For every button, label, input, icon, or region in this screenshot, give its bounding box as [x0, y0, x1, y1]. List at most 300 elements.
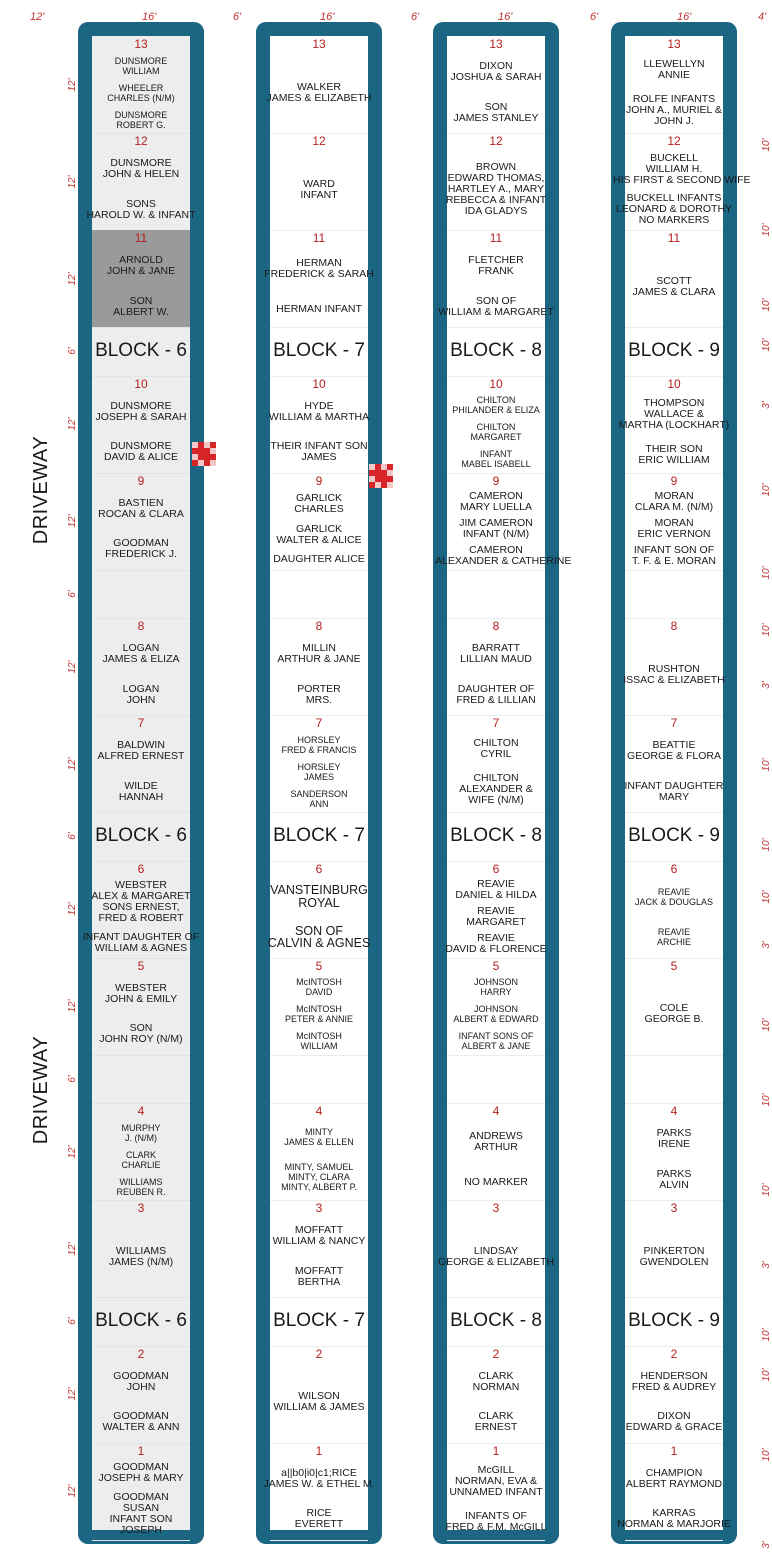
- interment-entry: [258, 1266, 380, 1288]
- grave-marker-icon[interactable]: [369, 464, 393, 488]
- name-line: ALBERT & EDWARD: [453, 1014, 539, 1024]
- interment-entry: [258, 1031, 380, 1051]
- lot-8[interactable]: [625, 618, 723, 716]
- lot-5[interactable]: [625, 958, 723, 1056]
- lot-number: 1: [315, 1443, 323, 1458]
- name-line: JOHN & HELEN: [102, 168, 180, 181]
- name-line: THEIR INFANT SON: [270, 440, 368, 453]
- name-line: PHILANDER & ELIZA: [452, 405, 540, 415]
- lot-7[interactable]: [447, 715, 545, 813]
- interment-entry: [258, 493, 380, 515]
- name-line: EDWARD THOMAS,: [447, 172, 545, 184]
- lot-8[interactable]: [92, 618, 190, 716]
- name-line: WILLIAM & MARGARET: [438, 305, 554, 318]
- block-label-row: [92, 1297, 190, 1347]
- name-line: MINTY, SAMUEL: [284, 1162, 354, 1173]
- name-line: EVERETT: [294, 1518, 344, 1531]
- name-line: DUNSMORE: [110, 399, 172, 412]
- name-line: DAVID & ALICE: [104, 451, 178, 464]
- lot-number: 6: [137, 861, 145, 876]
- name-line: UNNAMED INFANT: [449, 1486, 543, 1498]
- lot-number: 8: [670, 619, 678, 633]
- interment-entry: [435, 422, 557, 442]
- name-line: JOHNSON: [473, 977, 518, 987]
- name-line: JAMES & CLARA: [632, 285, 716, 298]
- lot-4[interactable]: [625, 1103, 723, 1201]
- lot-11[interactable]: [92, 230, 190, 328]
- lot-13[interactable]: [625, 36, 723, 134]
- name-line: HAROLD W. & INFANT: [86, 208, 196, 221]
- lot-number: 2: [137, 1346, 145, 1361]
- name-line: WILLIAM: [122, 65, 160, 76]
- block-label-row: [447, 1297, 545, 1347]
- lot-1[interactable]: [447, 1443, 545, 1541]
- name-line: REAVIE: [477, 905, 515, 917]
- block-label: BLOCK - 9: [628, 825, 720, 846]
- lot-number: 7: [137, 716, 145, 730]
- name-line: ERNEST: [474, 1421, 518, 1434]
- name-line: VANSTEINBURG: [270, 883, 368, 898]
- name-line: WALTER & ANN: [102, 1421, 180, 1434]
- interment-entry: [258, 684, 380, 706]
- name-line: COLE: [659, 1002, 689, 1014]
- name-line: WILLIAM H.: [645, 162, 703, 175]
- lot-6[interactable]: [267, 861, 371, 959]
- name-line: NO MARKER: [464, 1176, 528, 1188]
- name-line: FRED & ROBERT: [98, 912, 184, 925]
- lot-6[interactable]: [82, 861, 200, 959]
- name-line: BROWN: [475, 161, 517, 173]
- lot-13[interactable]: [92, 36, 190, 134]
- top-dimension: 6': [233, 11, 242, 23]
- interment-entry: [80, 401, 202, 423]
- lot-3[interactable]: [270, 1200, 368, 1298]
- interment-entry: [613, 740, 735, 762]
- interment-entry: [258, 524, 380, 546]
- lot-number: 10: [134, 376, 148, 391]
- block-label-row: [447, 327, 545, 377]
- name-line: CLARK: [478, 1410, 514, 1423]
- name-line: LLEWELLYN: [643, 57, 705, 70]
- name-line: WILLIAMS: [115, 1244, 167, 1257]
- interment-entry: [258, 179, 380, 201]
- interment-entry: [435, 977, 557, 997]
- name-line: RICE: [306, 1507, 332, 1520]
- lot-8[interactable]: [447, 618, 545, 716]
- name-line: JAMES STANLEY: [453, 111, 539, 124]
- lot-number: 4: [670, 1104, 678, 1118]
- top-dimension: 6': [590, 11, 599, 23]
- name-line: LOGAN: [122, 682, 160, 695]
- interment-entry: [80, 983, 202, 1005]
- name-line: MORAN: [654, 490, 694, 502]
- lot-number: 5: [492, 958, 500, 973]
- driveway-label: DRIVEWAY: [30, 435, 52, 545]
- name-line: BUCKELL: [650, 151, 698, 164]
- lot-number: 13: [134, 37, 148, 51]
- lot-1[interactable]: [92, 1443, 190, 1541]
- name-line: WILLIAM: [300, 1041, 338, 1051]
- lot-number: 12: [489, 134, 503, 148]
- block-8-column: [433, 22, 572, 1544]
- lot-10[interactable]: [618, 376, 730, 474]
- name-line: McINTOSH: [296, 977, 342, 987]
- name-line: ROCAN & CLARA: [98, 507, 184, 520]
- lot-number: 9: [492, 473, 500, 488]
- row-dimension: 12': [67, 417, 78, 431]
- side-dimension: 10': [761, 758, 772, 772]
- lot-5[interactable]: [92, 958, 190, 1056]
- lot-7[interactable]: [270, 715, 368, 813]
- block-8-plots: [435, 36, 572, 1533]
- name-line: CALVIN & AGNES: [267, 936, 371, 951]
- interment-entry: [435, 255, 557, 277]
- interment-entry: [613, 1411, 735, 1433]
- path-row: [447, 570, 545, 620]
- side-dimension: 10': [761, 1183, 772, 1197]
- interment-entry: [613, 1003, 735, 1025]
- lot-11[interactable]: [264, 230, 374, 328]
- interment-entry: [613, 518, 735, 540]
- lot-number: 1: [137, 1443, 145, 1458]
- name-line: GARLICK: [295, 491, 343, 504]
- side-dimension: 10': [761, 223, 772, 237]
- name-line: INFANT: [479, 449, 512, 459]
- interment-entry: [435, 684, 557, 706]
- name-line: NORMAN: [472, 1380, 520, 1393]
- lot-2[interactable]: [625, 1346, 723, 1444]
- lot-1[interactable]: [263, 1443, 375, 1541]
- top-dimension: 16': [498, 11, 513, 23]
- name-line: CAMERON: [469, 490, 523, 502]
- block-label-row: [92, 812, 190, 862]
- interment-entry: [258, 1468, 380, 1490]
- name-line: JAMES & ELIZA: [102, 653, 180, 666]
- interment-entry: [613, 491, 735, 513]
- block-label: BLOCK - 7: [273, 340, 365, 361]
- interment-entry: [613, 1371, 735, 1393]
- row-dimension: 12': [67, 271, 78, 286]
- interment-entry: [435, 162, 557, 217]
- name-line: SON: [129, 294, 153, 307]
- name-line: SONS: [126, 197, 156, 210]
- name-line: JIM CAMERON: [459, 517, 533, 529]
- lot-3[interactable]: [92, 1200, 190, 1298]
- name-line: BERTHA: [297, 1275, 341, 1288]
- top-dimension: 16': [320, 11, 335, 23]
- lot-2[interactable]: [92, 1346, 190, 1444]
- name-line: CAMERON: [469, 544, 523, 556]
- interment-entry: [435, 491, 557, 513]
- name-line: JOSEPH & MARY: [98, 1472, 184, 1485]
- interment-entry: [258, 643, 380, 665]
- lot-7[interactable]: [92, 715, 190, 813]
- lot-9[interactable]: [435, 473, 572, 571]
- lot-number: 13: [312, 37, 326, 51]
- block-label: BLOCK - 7: [273, 825, 365, 846]
- name-line: DIXON: [479, 60, 513, 73]
- name-line: JAMES: [301, 451, 337, 464]
- lot-11[interactable]: [625, 230, 723, 328]
- row-dimension: 6': [67, 1075, 78, 1083]
- lot-4[interactable]: [92, 1103, 190, 1201]
- block-label: BLOCK - 6: [95, 1310, 187, 1331]
- name-line: ERIC VERNON: [637, 528, 711, 540]
- lot-number: 5: [670, 958, 678, 973]
- name-line: JOSHUA & SARAH: [450, 71, 542, 84]
- block-label: BLOCK - 8: [450, 340, 542, 361]
- lot-number: 7: [670, 716, 678, 730]
- name-line: IDA GLADYS: [464, 205, 528, 217]
- interment-entry: [258, 258, 380, 280]
- row-dimension: 12': [67, 1387, 78, 1401]
- name-line: GEORGE & ELIZABETH: [437, 1255, 555, 1268]
- interment-entry: [80, 158, 202, 180]
- name-line: JOHN ROY (N/M): [99, 1033, 183, 1046]
- interment-entry: [613, 1169, 735, 1191]
- lot-13[interactable]: [447, 36, 545, 134]
- side-dimension: 3': [761, 681, 772, 689]
- name-line: NO MARKERS: [638, 214, 710, 227]
- interment-entry: [80, 932, 202, 954]
- name-line: GEORGE B.: [644, 1013, 704, 1025]
- lot-10[interactable]: [447, 376, 545, 474]
- interment-entry: [435, 933, 557, 955]
- lot-6[interactable]: [447, 861, 545, 959]
- block-7-plots: [263, 36, 375, 1531]
- name-line: ANDREWS: [469, 1130, 523, 1142]
- top-dimension: 4': [758, 11, 767, 23]
- name-line: GOODMAN: [113, 1461, 169, 1474]
- interment-entry: [258, 735, 380, 755]
- block-label-row: [447, 812, 545, 862]
- name-line: PINKERTON: [643, 1244, 705, 1257]
- name-line: MORAN: [654, 517, 694, 529]
- name-line: MINTY: [305, 1126, 333, 1137]
- interment-entry: [80, 296, 202, 318]
- row-dimension: 12': [67, 77, 78, 92]
- interment-entry: [80, 83, 202, 103]
- lot-number: 6: [670, 861, 678, 876]
- name-line: CHILTON: [473, 736, 519, 749]
- block-9-column: [611, 22, 751, 1544]
- name-line: INFANT DAUGHTER: [624, 779, 724, 792]
- lot-12[interactable]: [86, 133, 196, 231]
- side-dimension: 10': [761, 1018, 772, 1032]
- name-line: MILLIN: [302, 642, 336, 655]
- name-line: ALBERT W.: [113, 305, 169, 318]
- row-dimension: 6': [67, 832, 78, 840]
- block-label: BLOCK - 8: [450, 825, 542, 846]
- interment-entry: [613, 1508, 735, 1530]
- lot-3[interactable]: [437, 1200, 555, 1298]
- lot-number: 3: [137, 1201, 145, 1215]
- interment-entry: [435, 1031, 557, 1051]
- lot-10[interactable]: [270, 376, 368, 474]
- lot-2[interactable]: [270, 1346, 368, 1444]
- interment-entry: [258, 925, 380, 950]
- lot-13[interactable]: [266, 36, 372, 134]
- lot-number: 6: [492, 861, 500, 876]
- name-line: WILSON: [298, 1390, 340, 1402]
- interment-entry: [258, 762, 380, 782]
- name-line: SUSAN: [122, 1501, 160, 1514]
- lot-number: 5: [315, 958, 323, 973]
- name-line: JOHNSON: [473, 1004, 518, 1014]
- interment-entry: [258, 401, 380, 423]
- name-line: THOMPSON: [643, 397, 705, 409]
- lot-number: 8: [137, 619, 145, 633]
- name-line: GOODMAN: [113, 1490, 169, 1503]
- interment-entry: [80, 255, 202, 277]
- lot-9[interactable]: [625, 473, 723, 571]
- name-line: WILLIAM & AGNES: [94, 941, 188, 954]
- name-line: MABEL ISABELL: [461, 459, 531, 469]
- name-line: ROYAL: [298, 895, 340, 910]
- lot-12[interactable]: [613, 133, 751, 231]
- name-line: WALKER: [297, 80, 341, 93]
- lot-9[interactable]: [270, 473, 368, 571]
- interment-entry: [435, 544, 572, 567]
- name-line: JOHN & JANE: [106, 265, 176, 278]
- name-line: MRS.: [305, 693, 333, 706]
- row-dimension: 12': [67, 1241, 78, 1256]
- name-line: REAVIE: [477, 878, 515, 890]
- name-line: WHEELER: [118, 82, 164, 93]
- interment-entry: [435, 738, 557, 760]
- lot-7[interactable]: [625, 715, 723, 813]
- side-dimension: 3': [761, 1261, 772, 1269]
- name-line: CYRIL: [480, 747, 512, 760]
- lot-number: 12: [312, 134, 326, 148]
- side-dimension: 10': [761, 1093, 772, 1107]
- interment-entry: [613, 276, 735, 298]
- name-line: DUNSMORE: [114, 55, 168, 66]
- interment-entry: [80, 1246, 202, 1268]
- lot-2[interactable]: [447, 1346, 545, 1444]
- name-line: INFANT SONS OF: [458, 1031, 534, 1041]
- name-line: JOHN: [126, 693, 156, 706]
- lot-number: 4: [315, 1104, 323, 1118]
- interment-entry: [613, 927, 735, 947]
- name-line: ALFRED ERNEST: [97, 750, 185, 763]
- name-line: INFANT DAUGHTER OF: [82, 930, 200, 943]
- grave-marker-icon[interactable]: [192, 442, 216, 466]
- name-line: KARRAS: [652, 1507, 696, 1520]
- lot-1[interactable]: [617, 1443, 731, 1541]
- name-line: MARTHA (LOCKHART): [618, 419, 730, 431]
- name-line: REUBEN R.: [116, 1186, 166, 1197]
- interment-entry: [80, 110, 202, 130]
- name-line: MARGARET: [466, 916, 526, 928]
- lot-8[interactable]: [270, 618, 368, 716]
- side-dimension: 10': [761, 838, 772, 852]
- interment-entry: [80, 880, 202, 924]
- name-line: HIS FIRST & SECOND WIFE: [613, 173, 751, 186]
- interment-entry: [80, 684, 202, 706]
- name-line: WILLIAM & JAMES: [273, 1401, 365, 1413]
- name-line: HARTLEY A., MARY: [447, 183, 545, 195]
- block-label: BLOCK - 9: [628, 1310, 720, 1331]
- lot-5[interactable]: [447, 958, 545, 1056]
- path-row: [270, 1055, 368, 1105]
- name-line: JOSEPH & SARAH: [95, 410, 187, 423]
- name-line: JOHN & EMILY: [104, 992, 178, 1005]
- row-dimension: 6': [67, 1317, 78, 1325]
- name-line: J. (N/M): [125, 1132, 157, 1143]
- row-dimension: 12': [67, 999, 78, 1013]
- interment-entry: [80, 1177, 202, 1197]
- lot-3[interactable]: [625, 1200, 723, 1298]
- name-line: PETER & ANNIE: [284, 1014, 354, 1024]
- interment-entry: [435, 102, 557, 124]
- top-dimension: 12': [30, 11, 45, 23]
- interment-entry: [613, 193, 735, 226]
- lot-9[interactable]: [92, 473, 190, 571]
- name-line: CHARLIE: [121, 1159, 161, 1170]
- name-line: NORMAN & MARJORIE: [617, 1518, 731, 1531]
- name-line: WIFE (N/M): [468, 793, 524, 806]
- name-line: ARCHIE: [656, 937, 691, 948]
- row-dimension: 12': [67, 514, 78, 528]
- interment-entry: [80, 538, 202, 560]
- name-line: PARKS: [656, 1167, 692, 1180]
- name-line: CHILTON: [476, 422, 516, 432]
- name-line: a||b0|i0|c1;RICE: [281, 1466, 357, 1479]
- side-dimension: 10': [761, 566, 772, 580]
- row-dimension: 6': [67, 347, 78, 355]
- lot-12[interactable]: [447, 133, 545, 231]
- name-line: HARRY: [480, 987, 512, 997]
- lot-number: 10: [667, 376, 681, 391]
- interment-entry: [258, 304, 380, 315]
- name-line: CLARK: [478, 1369, 514, 1382]
- lot-number: 7: [315, 716, 323, 730]
- name-line: FRED & LILLIAN: [456, 693, 536, 706]
- name-line: DANIEL & HILDA: [455, 889, 537, 901]
- row-dimension: 12': [67, 756, 78, 771]
- interment-entry: [80, 1492, 202, 1536]
- name-line: BARRATT: [471, 642, 521, 655]
- interment-entry: [80, 781, 202, 803]
- lot-6[interactable]: [625, 861, 723, 959]
- name-line: REAVIE: [657, 927, 691, 938]
- lot-number: 9: [315, 473, 323, 488]
- lot-11[interactable]: [438, 230, 554, 328]
- lot-4[interactable]: [447, 1103, 545, 1201]
- lot-10[interactable]: [92, 376, 190, 474]
- lot-4[interactable]: [270, 1103, 368, 1201]
- block-label: BLOCK - 6: [95, 825, 187, 846]
- interment-entry: [435, 1246, 557, 1268]
- block-label: BLOCK - 7: [273, 1310, 365, 1331]
- interment-entry: [258, 884, 380, 909]
- lot-5[interactable]: [270, 958, 368, 1056]
- lot-12[interactable]: [270, 133, 368, 231]
- lot-number: 1: [670, 1443, 678, 1458]
- name-line: ANNIE: [657, 68, 691, 81]
- name-line: ERIC WILLIAM: [638, 454, 710, 466]
- name-line: MARY: [658, 790, 690, 803]
- row-dimension: 6': [67, 590, 78, 598]
- side-dimension: 10': [761, 623, 772, 637]
- name-line: DAVID & FLORENCE: [445, 943, 547, 955]
- block-9-plots: [613, 36, 751, 1531]
- name-line: GOODMAN: [113, 1410, 169, 1423]
- name-line: GARLICK: [295, 522, 343, 535]
- name-line: WILLIAM & MARTHA: [268, 410, 370, 423]
- name-line: JAMES W. & ETHEL M.: [263, 1477, 375, 1490]
